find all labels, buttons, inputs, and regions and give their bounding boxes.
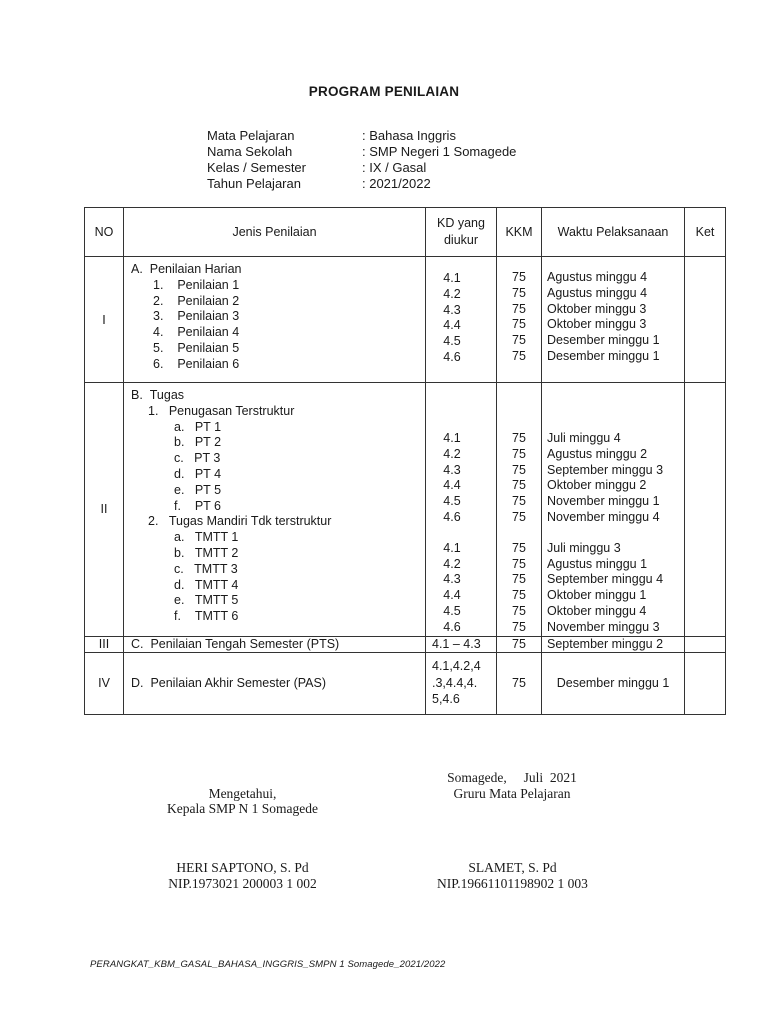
header-ket: Ket: [685, 208, 726, 257]
kkm-value: 75: [512, 317, 526, 332]
section-heading: A. Penilaian Harian: [131, 262, 242, 276]
info-value: : SMP Negeri 1 Somagede: [362, 144, 517, 159]
waktu-cell: September minggu 2: [542, 636, 685, 652]
waktu-value: November minggu 4: [547, 509, 660, 524]
kd-value: 4.4: [443, 478, 461, 493]
kd-value: 4.4: [443, 588, 461, 603]
item-list: [131, 420, 425, 515]
row-number: IV: [85, 652, 124, 714]
table-row: [85, 636, 726, 652]
kd-value: 4.5: [443, 334, 461, 349]
ket-cell: [685, 652, 726, 714]
header-jenis: Jenis Penilaian: [124, 208, 426, 257]
table-header-row: [85, 208, 726, 257]
kkm-value: 75: [512, 478, 526, 493]
right-signer-nip: NIP.19661101198902 1 003: [437, 876, 588, 891]
waktu-value: Oktober minggu 3: [547, 301, 647, 316]
list-item: 4. Penilaian 4: [153, 325, 240, 340]
waktu-value: Agustus minggu 1: [547, 556, 648, 571]
kkm-value: 75: [512, 333, 526, 348]
waktu-value: Oktober minggu 1: [547, 588, 647, 603]
ket-cell: [685, 636, 726, 652]
waktu-value: Oktober minggu 2: [547, 478, 647, 493]
kd-value: 4.5: [443, 494, 461, 509]
kd-value: 4.4: [443, 318, 461, 333]
waktu-value: Agustus minggu 2: [547, 446, 648, 461]
item-list: [131, 278, 425, 373]
row-number: I: [85, 257, 124, 383]
waktu-cell: [542, 257, 685, 383]
kkm-cell: 75: [497, 636, 542, 652]
kkm-cell: [497, 383, 542, 637]
list-item: e. TMTT 5: [174, 593, 239, 608]
left-signer-nip: NIP.1973021 200003 1 002: [168, 876, 317, 891]
list-item: a. PT 1: [174, 419, 222, 434]
kkm-value: 75: [512, 572, 526, 587]
waktu-value: Juli minggu 3: [547, 540, 621, 555]
waktu-value: Agustus minggu 4: [547, 270, 648, 284]
table-row: [85, 257, 726, 383]
kd-cell: 4.1,4.2,4 .3,4.4,4. 5,4.6: [426, 652, 497, 714]
document-footer: PERANGKAT_KBM_GASAL_BAHASA_INGGRIS_SMPN 1 Somagede_2021/2022: [90, 959, 446, 970]
kd-value: 4.6: [443, 619, 461, 634]
header-waktu: Waktu Pelaksanaan: [542, 208, 685, 257]
kd-value: 4.2: [443, 446, 461, 461]
table-row: [85, 383, 726, 637]
kkm-value: 75: [512, 588, 526, 603]
kd-cell: [426, 383, 497, 637]
left-signer-name: HERI SAPTONO, S. Pd: [176, 860, 309, 875]
list-item: f. TMTT 6: [174, 609, 239, 624]
jenis-cell: [124, 383, 426, 637]
waktu-cell: [542, 383, 685, 637]
waktu-value: Juli minggu 4: [547, 431, 621, 445]
kkm-value: 75: [512, 431, 526, 445]
page-title: PROGRAM PENILAIAN: [308, 84, 460, 99]
waktu-value: Agustus minggu 4: [547, 285, 648, 300]
info-label: Tahun Pelajaran: [207, 176, 301, 191]
kkm-value: 75: [512, 603, 526, 618]
row-number: III: [85, 636, 124, 652]
info-row-school: [207, 144, 516, 160]
kd-value: 4.6: [443, 349, 461, 364]
info-label: Mata Pelajaran: [207, 128, 295, 143]
info-value: : 2021/2022: [362, 176, 431, 191]
kd-cell: [426, 257, 497, 383]
row-number: II: [85, 383, 124, 637]
list-item: c. TMTT 3: [174, 561, 238, 576]
kd-value: 4.2: [443, 286, 461, 301]
header-kkm: KKM: [497, 208, 542, 257]
waktu-value: September minggu 3: [547, 462, 664, 477]
kd-value: 4.3: [443, 572, 461, 587]
waktu-value: Oktober minggu 3: [547, 317, 647, 332]
kkm-value: 75: [512, 556, 526, 571]
list-item: 6. Penilaian 6: [153, 356, 240, 371]
list-item: 1. Penilaian 1: [153, 277, 240, 292]
kd-value: 4.3: [443, 302, 461, 317]
waktu-value: November minggu 1: [547, 494, 660, 509]
kd-value: 4.2: [443, 556, 461, 571]
kkm-value: 75: [512, 540, 526, 555]
jenis-cell: [124, 257, 426, 383]
kkm-value: 75: [512, 494, 526, 509]
list-item: 2. Penilaian 2: [153, 293, 240, 308]
kd-cell: 4.1 – 4.3: [426, 636, 497, 652]
waktu-value: Desember minggu 1: [547, 348, 660, 363]
kd-value: 4.1: [443, 271, 461, 285]
list-item: c. PT 3: [174, 451, 221, 466]
kd-value: 4.3: [443, 462, 461, 477]
info-value: : IX / Gasal: [362, 160, 427, 175]
waktu-value: Oktober minggu 4: [547, 603, 647, 618]
kkm-value: 75: [512, 285, 526, 300]
header-kd: [426, 208, 497, 257]
kkm-value: 75: [512, 462, 526, 477]
ket-cell: [685, 257, 726, 383]
list-item: d. PT 4: [174, 466, 222, 481]
kd-value: 4.6: [443, 509, 461, 524]
waktu-value: September minggu 4: [547, 572, 664, 587]
kd-value: 4.1: [443, 540, 461, 555]
info-label: Kelas / Semester: [207, 160, 306, 175]
waktu-value: Desember minggu 1: [547, 333, 660, 348]
document-info: [207, 128, 516, 192]
place-date: Somagede, Juli 2021: [447, 770, 577, 785]
header-no: NO: [85, 208, 124, 257]
kd-value: 4.5: [443, 603, 461, 618]
section-heading: B. Tugas: [131, 388, 185, 402]
info-value: : Bahasa Inggris: [362, 128, 456, 143]
list-item: f. PT 6: [174, 498, 222, 513]
list-item: a. TMTT 1: [174, 530, 239, 545]
kkm-value: 75: [512, 270, 526, 284]
list-item: 5. Penilaian 5: [153, 340, 240, 355]
info-row-subject: [207, 128, 516, 144]
list-item: b. TMTT 2: [174, 545, 239, 560]
jenis-cell: C. Penilaian Tengah Semester (PTS): [124, 636, 426, 652]
jenis-cell: D. Penilaian Akhir Semester (PAS): [124, 652, 426, 714]
list-item: 3. Penilaian 3: [153, 309, 240, 324]
list-item: b. PT 2: [174, 435, 222, 450]
item-list: [131, 530, 425, 625]
right-signer-role: Gruru Mata Pelajaran: [453, 786, 571, 801]
ket-cell: [685, 383, 726, 637]
table-row: [85, 652, 726, 714]
kkm-cell: 75: [497, 652, 542, 714]
kd-value: 4.1: [443, 431, 461, 445]
left-signer-role: Mengetahui,: [208, 786, 277, 801]
kkm-cell: [497, 257, 542, 383]
kkm-value: 75: [512, 509, 526, 524]
info-row-year: [207, 176, 516, 192]
sub-heading: 2. Tugas Mandiri Tdk terstruktur: [148, 514, 332, 529]
waktu-value: November minggu 3: [547, 619, 660, 634]
info-row-class: [207, 160, 516, 176]
list-item: e. PT 5: [174, 482, 222, 497]
kkm-value: 75: [512, 446, 526, 461]
header-kd-text: KD yang diukur: [437, 216, 485, 247]
right-signer-name: SLAMET, S. Pd: [468, 860, 557, 875]
list-item: d. TMTT 4: [174, 577, 239, 592]
info-label: Nama Sekolah: [207, 144, 293, 159]
sub-heading: 1. Penugasan Terstruktur: [148, 403, 295, 418]
kkm-value: 75: [512, 619, 526, 634]
kkm-value: 75: [512, 348, 526, 363]
kkm-value: 75: [512, 301, 526, 316]
assessment-table: [84, 207, 726, 715]
left-signer-title: Kepala SMP N 1 Somagede: [167, 801, 318, 816]
waktu-cell: Desember minggu 1: [542, 652, 685, 714]
